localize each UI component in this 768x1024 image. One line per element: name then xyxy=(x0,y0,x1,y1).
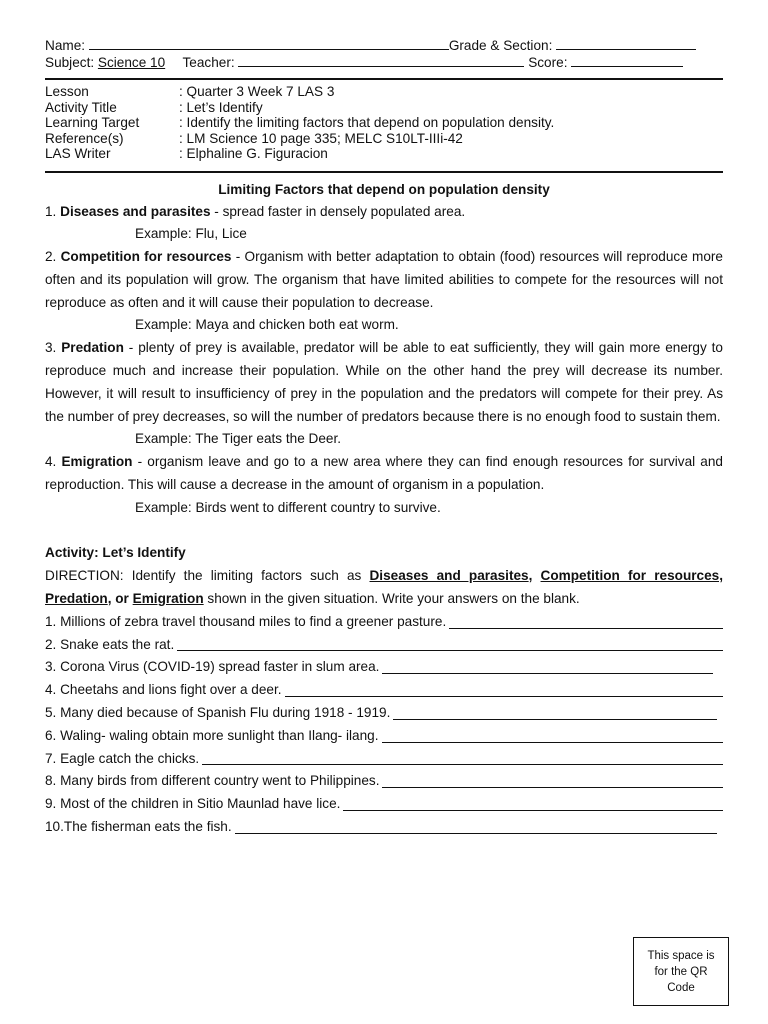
name-label: Name: xyxy=(45,38,86,53)
lesson-info xyxy=(45,84,723,162)
subject-value: Science 10 xyxy=(97,55,166,70)
answer-blank[interactable] xyxy=(393,705,717,720)
meta-row: Reference(s) : LM Science 10 page 335; MELC S10LT-IIIi-42 xyxy=(45,130,463,146)
factor-example: Example: Flu, Lice xyxy=(135,226,247,242)
question-item: 1. Millions of zebra travel thousand miles to find a greener pasture. xyxy=(45,611,723,634)
answer-blank[interactable] xyxy=(343,796,723,811)
name-blank[interactable] xyxy=(89,37,449,50)
qr-code-placeholder: This space is for the QR Code xyxy=(633,937,729,1006)
grade-label: Grade & Section: xyxy=(448,38,553,53)
factor-term: Predation xyxy=(61,340,124,356)
teacher-label: Teacher: xyxy=(182,55,235,70)
answer-blank[interactable] xyxy=(235,819,717,834)
option-diseases: Diseases and parasites xyxy=(369,568,529,584)
activity-title: Activity: Let’s Identify xyxy=(45,545,186,561)
question-item: 5. Many died because of Spanish Flu during 1918 - 1919. xyxy=(45,702,723,725)
question-item: 10.The fisherman eats the fish. xyxy=(45,816,723,839)
question-item: 9. Most of the children in Sitio Maunlad have lice. xyxy=(45,793,723,816)
answer-blank[interactable] xyxy=(382,773,723,788)
factor-example: Example: Maya and chicken both eat worm. xyxy=(135,317,399,333)
factor-term: Emigration xyxy=(61,454,133,470)
meta-row: Learning Target : Identify the limiting factors that depend on population density. xyxy=(45,115,555,130)
factor-term: Competition for resources xyxy=(60,249,232,265)
answer-blank[interactable] xyxy=(449,614,723,629)
factor-item: 1. Diseases and parasites - spread faster in densely populated area. xyxy=(45,203,466,219)
answer-blank[interactable] xyxy=(177,636,723,651)
question-item: 7. Eagle catch the chicks. xyxy=(45,748,723,771)
header-divider xyxy=(45,78,723,80)
factor-item: 4. Emigration - organism leave and go to a new area where they can find enough resources for survival and reproduction. This will cause a decrease in the amount of organism in a population. xyxy=(45,454,723,493)
worksheet xyxy=(45,37,723,839)
activity-direction: DIRECTION: Identify the limiting factors such as Diseases and parasites, Competition for resources, Predation, or Emigration shown in the given situation. Write your answers on the blank. xyxy=(45,568,724,607)
option-competition: Competition for resources, xyxy=(540,568,724,584)
subject-label: Subject: xyxy=(45,55,95,70)
factor-term: Diseases and parasites xyxy=(60,203,211,219)
name-row xyxy=(45,37,723,54)
factors-list xyxy=(45,201,723,839)
score-blank[interactable] xyxy=(571,54,683,67)
answer-blank[interactable] xyxy=(202,750,723,765)
question-item: 8. Many birds from different country went to Philippines. xyxy=(45,770,723,793)
score-label: Score: xyxy=(528,55,568,70)
factor-item: 3. Predation - plenty of prey is available, predator will be able to eat sufficiently, they will gain more energy to reproduce much and increase their population. While on the other hand the prey will decrease its number. However, it will result to insufficiency of prey in the population and the predators will compete for their prey. As the number of prey decreases, so will the number of predators because there is no enough food to sustain them. xyxy=(45,340,723,424)
teacher-blank[interactable] xyxy=(238,54,524,67)
answer-blank[interactable] xyxy=(382,659,713,674)
option-emigration: Emigration xyxy=(132,591,204,607)
subject-row xyxy=(45,54,723,71)
factor-example: Example: The Tiger eats the Deer. xyxy=(135,431,342,447)
factor-example: Example: Birds went to different country to survive. xyxy=(135,499,441,515)
section-title: Limiting Factors that depend on population density xyxy=(218,181,550,197)
grade-blank[interactable] xyxy=(556,37,696,50)
question-item: 3. Corona Virus (COVID-19) spread faster in slum area. xyxy=(45,656,723,679)
question-item: 6. Waling- waling obtain more sunlight than Ilang- ilang. xyxy=(45,725,723,748)
question-item: 4. Cheetahs and lions fight over a deer. xyxy=(45,679,723,702)
question-item: 2. Snake eats the rat. xyxy=(45,634,723,657)
answer-blank[interactable] xyxy=(285,682,723,697)
meta-row: LAS Writer : Elphaline G. Figuracion xyxy=(45,146,328,161)
option-predation: Predation xyxy=(45,591,108,607)
meta-divider xyxy=(45,171,723,173)
factor-item: 2. Competition for resources - Organism with better adaptation to obtain (food) resources will reproduce more often and its population will grow. The organism that have limited abilities to compete for the resources will not reproduce as often and it will cause their population to decrease. xyxy=(45,249,723,310)
meta-row: Lesson : Quarter 3 Week 7 LAS 3 xyxy=(45,84,335,99)
meta-row: Activity Title : Let’s Identify xyxy=(45,99,263,115)
answer-blank[interactable] xyxy=(382,728,724,743)
